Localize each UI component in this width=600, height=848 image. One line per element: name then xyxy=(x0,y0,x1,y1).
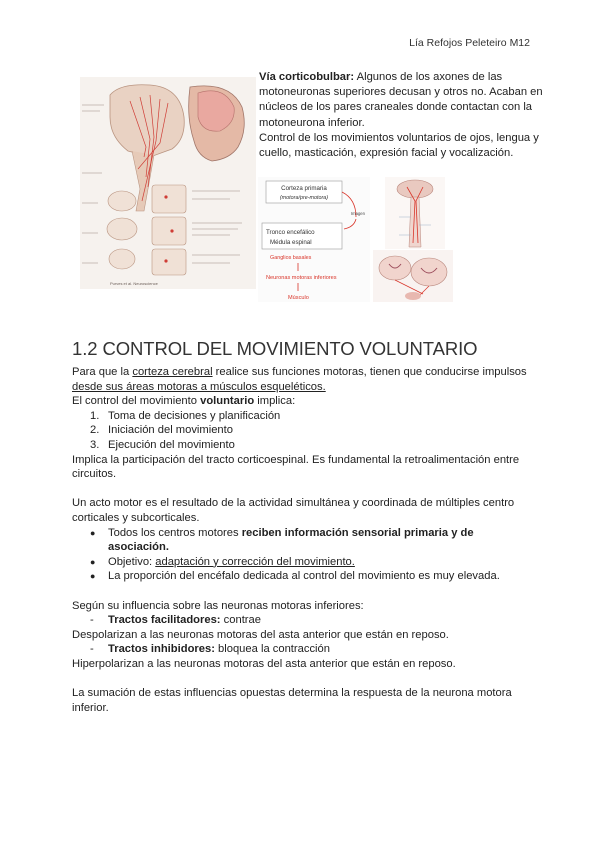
corticobulbar-control-text: Control de los movimientos voluntarios de ojos, lengua y cuello, masticación, expresión facial y vocalización. xyxy=(259,131,539,160)
list-item xyxy=(72,423,532,438)
flow-box2-line1: Tronco encefálico xyxy=(266,229,315,236)
list-item xyxy=(72,409,532,424)
flow-musculo-label: Músculo xyxy=(288,295,309,301)
flow-box1-line2: (motora/pre-motora) xyxy=(279,195,329,201)
step-text: Ejecución del movimiento xyxy=(108,438,235,451)
step-text: Iniciación del movimiento xyxy=(108,424,233,437)
paragraph-corteza xyxy=(72,365,532,394)
bullet-icon: ● xyxy=(90,556,96,567)
spinal-pathway-svg xyxy=(385,177,445,249)
dash-icon: - xyxy=(90,614,94,627)
cross-section-svg xyxy=(373,250,453,302)
spacer xyxy=(72,584,532,599)
dash-icon: - xyxy=(90,643,94,656)
spinal-cross-section-figure xyxy=(373,250,453,302)
motor-control-flow-diagram xyxy=(258,177,370,302)
paragraph-sumacion: La sumación de estas influencias opuestas determina la respuesta de la neurona motora inferior. xyxy=(72,687,512,714)
facilitadores-term: Tractos facilitadores: xyxy=(108,614,221,627)
flow-ganglios-label: Ganglios basales xyxy=(270,255,312,261)
inhibidores-text: bloquea la contracción xyxy=(214,643,330,656)
corticobulbar-paragraph xyxy=(259,70,549,131)
flow-side-label: Imagen xyxy=(351,211,365,216)
facilitadores-text: contrae xyxy=(220,614,261,627)
list-item xyxy=(72,555,532,570)
paragraph-despolarizan: Despolarizan a las neuronas motoras del asta anterior que están en reposo. xyxy=(72,628,449,641)
bullet2-underline: adaptación y corrección del movimiento. xyxy=(155,555,355,568)
bullet-icon: ● xyxy=(90,527,96,538)
paragraph-influencia: Según su influencia sobre las neuronas motoras inferiores: xyxy=(72,599,364,612)
bullet2-text: Objetivo: xyxy=(108,555,156,568)
corticobulbar-text: Algunos de los axones de las motoneuronas superiores decusan y otros no. Acaban en núcleos de los pares craneales donde contactan con la motoneurona inferior. xyxy=(259,71,543,129)
step-number: 2. xyxy=(90,424,100,437)
p1-text-a: Para que la xyxy=(72,366,133,378)
bullet1-text: Todos los centros motores xyxy=(108,526,242,539)
step-number: 3. xyxy=(90,438,100,451)
list-item xyxy=(72,526,532,555)
bullet-icon: ● xyxy=(90,571,96,582)
p2-text-b: implica: xyxy=(254,395,296,408)
steps-list xyxy=(72,409,532,453)
flow-box2-line2: Médula espinal xyxy=(270,239,312,246)
corticobulbar-description xyxy=(259,70,549,161)
flow-box1-line1: Corteza primaria xyxy=(281,185,327,192)
spacer xyxy=(72,671,532,686)
section-title: 1.2 CONTROL DEL MOVIMIENTO VOLUNTARIO xyxy=(72,338,478,359)
list-item xyxy=(72,438,532,453)
corticobulbar-pathway-figure xyxy=(80,77,256,289)
spacer xyxy=(72,482,532,497)
paragraph-acto-motor: Un acto motor es el resultado de la actividad simultánea y coordinada de múltiples centro corticales y subcorticales. xyxy=(72,497,515,524)
list-item xyxy=(72,613,532,628)
spinal-pathway-figure xyxy=(385,177,445,249)
dash-list-inhibidores xyxy=(72,642,532,657)
section-body xyxy=(72,365,532,715)
flow-neuronas-label: Neuronas motoras inferiores xyxy=(266,275,337,281)
p2-text-a: El control del movimiento xyxy=(72,395,201,408)
dash-list-facilitadores xyxy=(72,613,532,628)
p1-text-b: realice sus funciones motoras, tienen que conducirse impulsos xyxy=(212,366,527,378)
bullets-list xyxy=(72,526,532,584)
p1-underline-corteza: corteza cerebral xyxy=(132,366,213,378)
list-item xyxy=(72,569,532,584)
p2-bold-voluntario: voluntario xyxy=(200,395,255,408)
inhibidores-term: Tractos inhibidores: xyxy=(108,643,215,656)
bullet3-text: La proporción del encéfalo dedicada al control del movimiento es muy elevada. xyxy=(108,570,500,583)
step-number: 1. xyxy=(90,409,100,422)
page-header-author: Lía Refojos Peleteiro M12 xyxy=(409,37,530,49)
bullet1-bold: reciben información sensorial primaria y de asociación. xyxy=(108,526,474,554)
list-item xyxy=(72,642,532,657)
paragraph-hiperpolarizan: Hiperpolarizan a las neuronas motoras del asta anterior que están en reposo. xyxy=(72,657,456,670)
paragraph-tracto: Implica la participación del tracto corticoespinal. Es fundamental la retroalimentación entre circuitos. xyxy=(72,453,520,481)
motor-flow-svg xyxy=(258,177,370,302)
p1-underline-areas: desde sus áreas motoras a músculos esqueléticos. xyxy=(72,380,326,393)
corticobulbar-term: Vía corticobulbar: xyxy=(259,71,355,83)
corticobulbar-diagram xyxy=(80,77,256,289)
step-text: Toma de decisiones y planificación xyxy=(108,409,281,422)
figure-caption: Purves et al. Neuroscience xyxy=(110,281,158,286)
paragraph-control xyxy=(72,394,532,409)
